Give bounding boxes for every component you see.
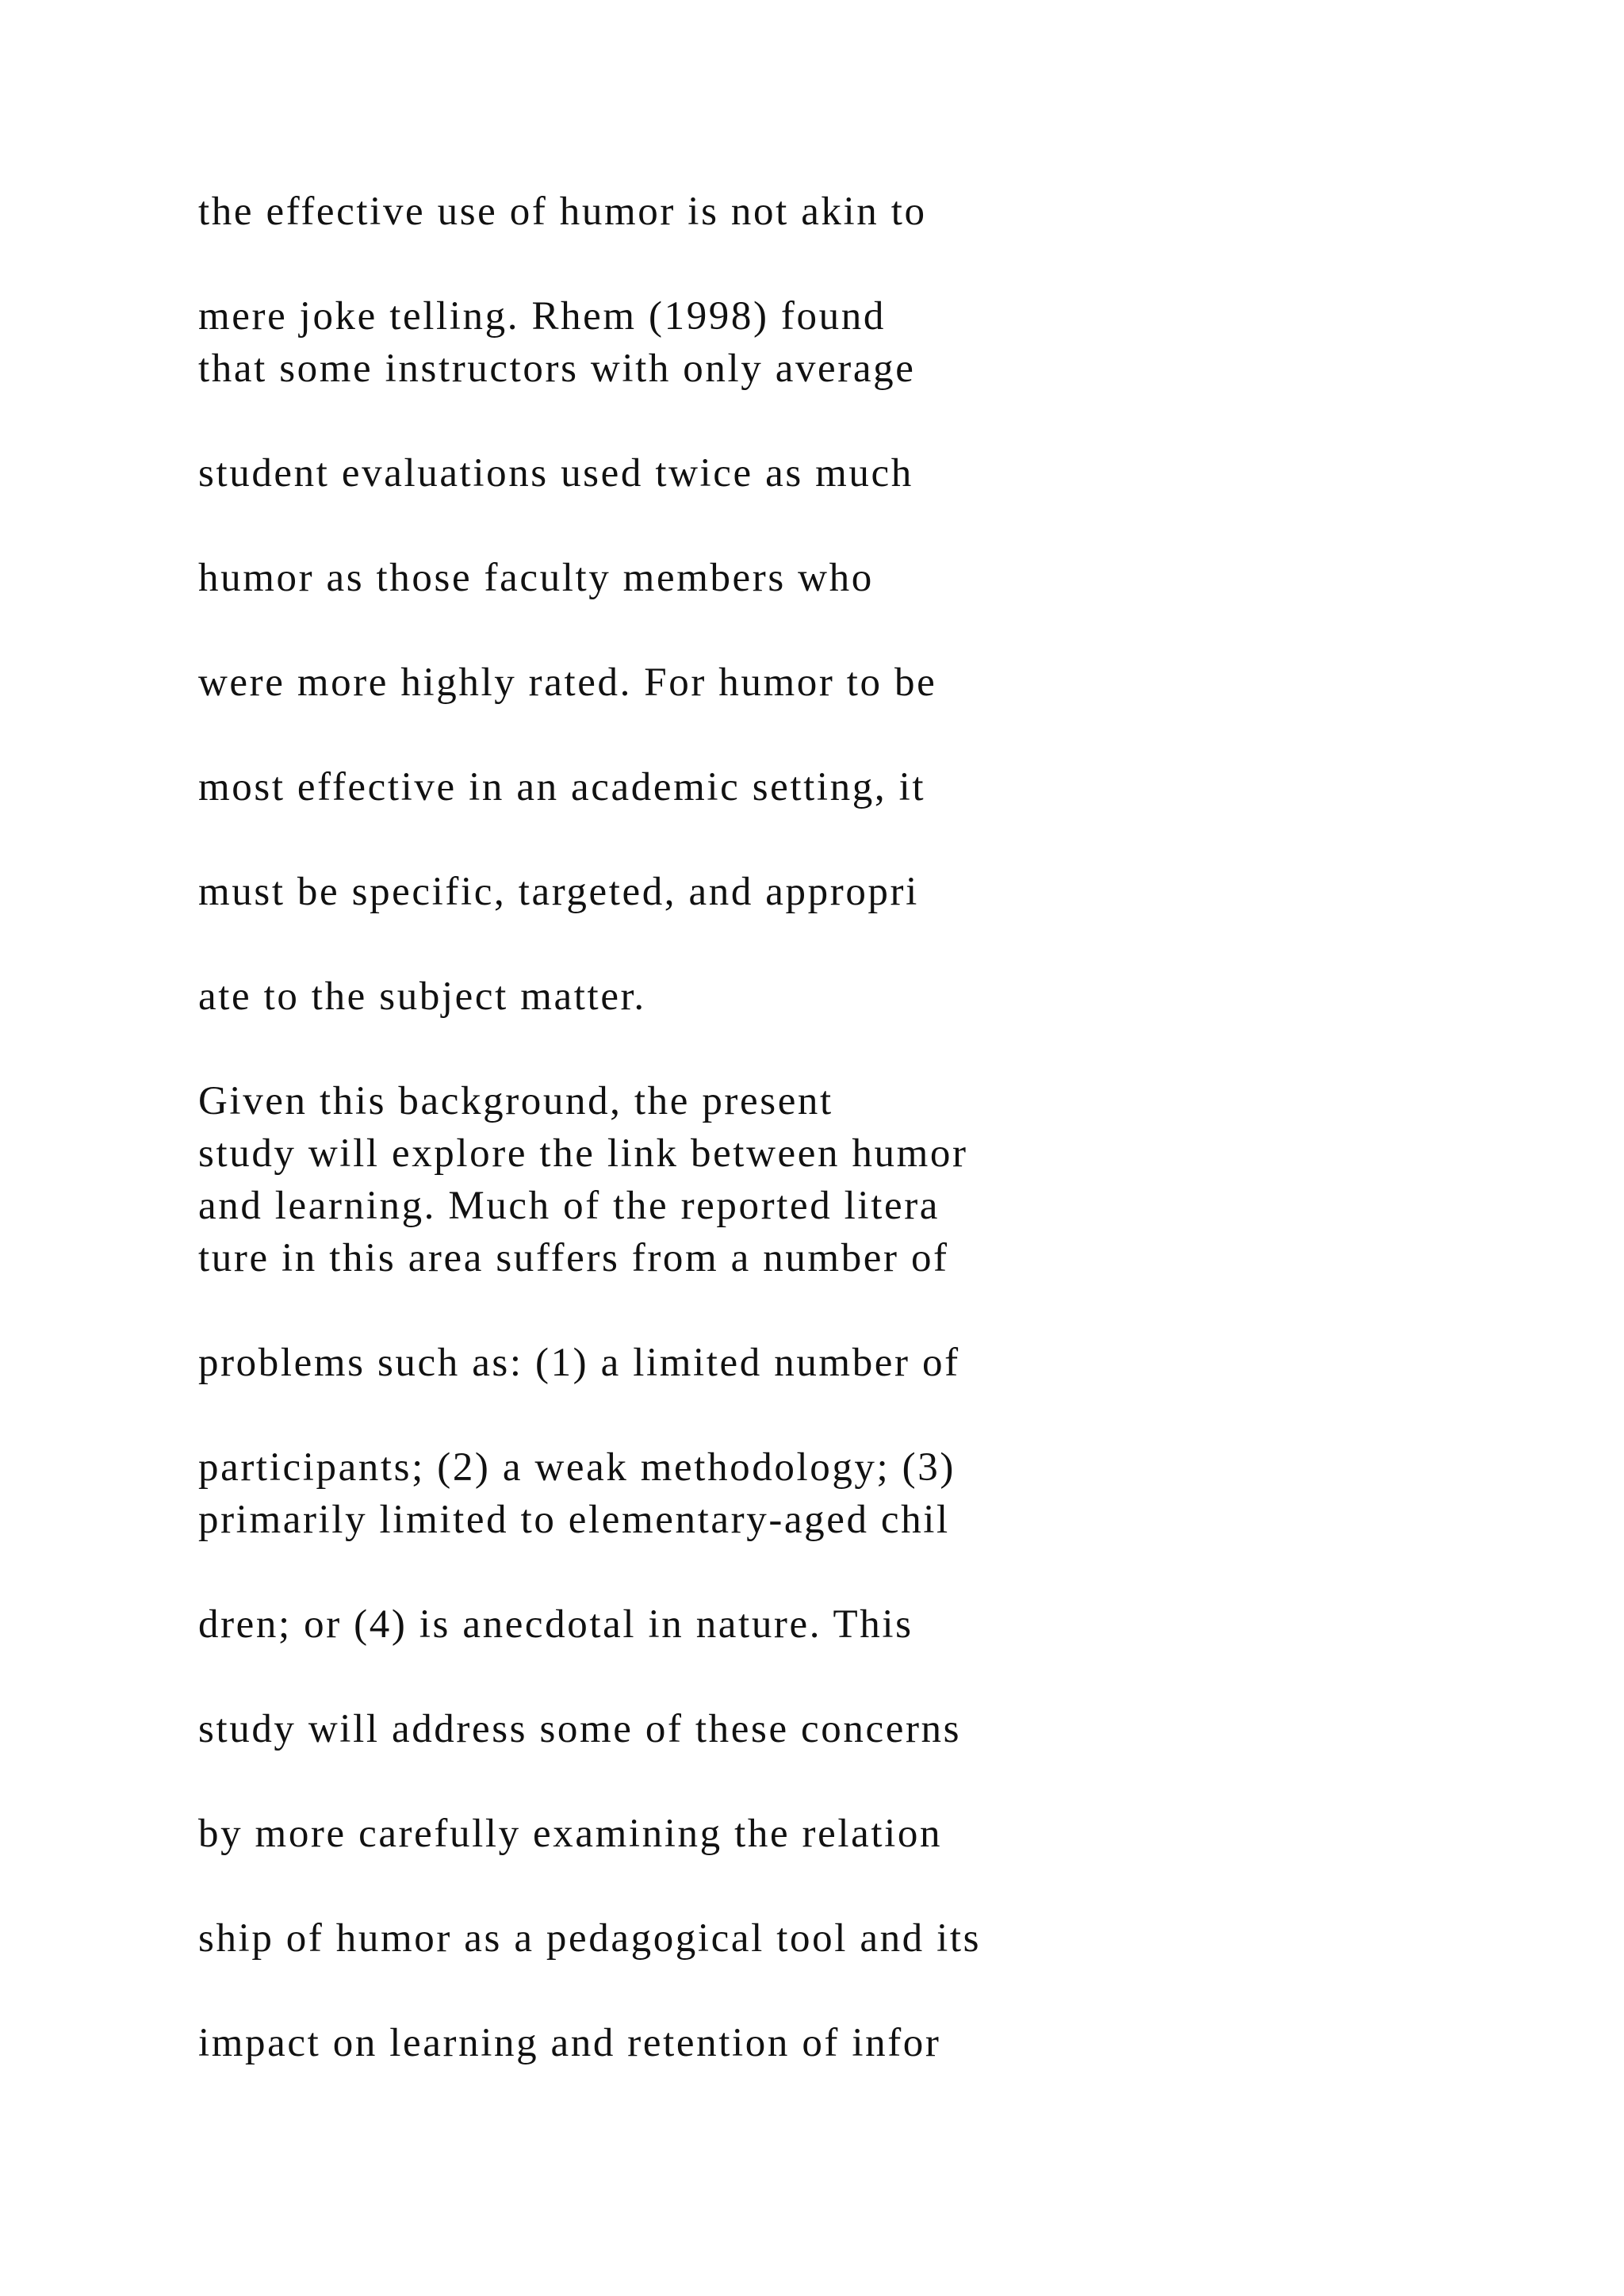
- text-line: primarily limited to elementary-aged chil: [198, 1498, 950, 1542]
- text-line: impact on learning and retention of infor: [198, 2021, 941, 2065]
- text-line: by more carefully examining the relation: [198, 1812, 943, 1856]
- text-line: ship of humor as a pedagogical tool and its: [198, 1916, 982, 1961]
- text-line: ate to the subject matter.: [198, 974, 646, 1019]
- text-line: student evaluations used twice as much: [198, 451, 914, 496]
- text-line: dren; or (4) is anecdotal in nature. This: [198, 1602, 914, 1647]
- text-line: mere joke telling. Rhem (1998) found: [198, 294, 886, 339]
- text-line: Given this background, the present: [198, 1079, 833, 1123]
- text-line: most effective in an academic setting, it: [198, 765, 926, 809]
- text-line: were more highly rated. For humor to be: [198, 660, 937, 705]
- text-line: humor as those faculty members who: [198, 556, 874, 600]
- text-line: study will address some of these concerns: [198, 1707, 962, 1751]
- text-line: study will explore the link between humor: [198, 1131, 968, 1176]
- text-line: participants; (2) a weak methodology; (3): [198, 1445, 956, 1490]
- text-line: problems such as: (1) a limited number of: [198, 1341, 960, 1385]
- text-line: the effective use of humor is not akin to: [198, 189, 927, 234]
- text-line: that some instructors with only average: [198, 346, 916, 391]
- text-line: ture in this area suffers from a number of: [198, 1236, 949, 1280]
- text-line: must be specific, targeted, and appropri: [198, 870, 919, 914]
- text-line: and learning. Much of the reported litera: [198, 1184, 940, 1228]
